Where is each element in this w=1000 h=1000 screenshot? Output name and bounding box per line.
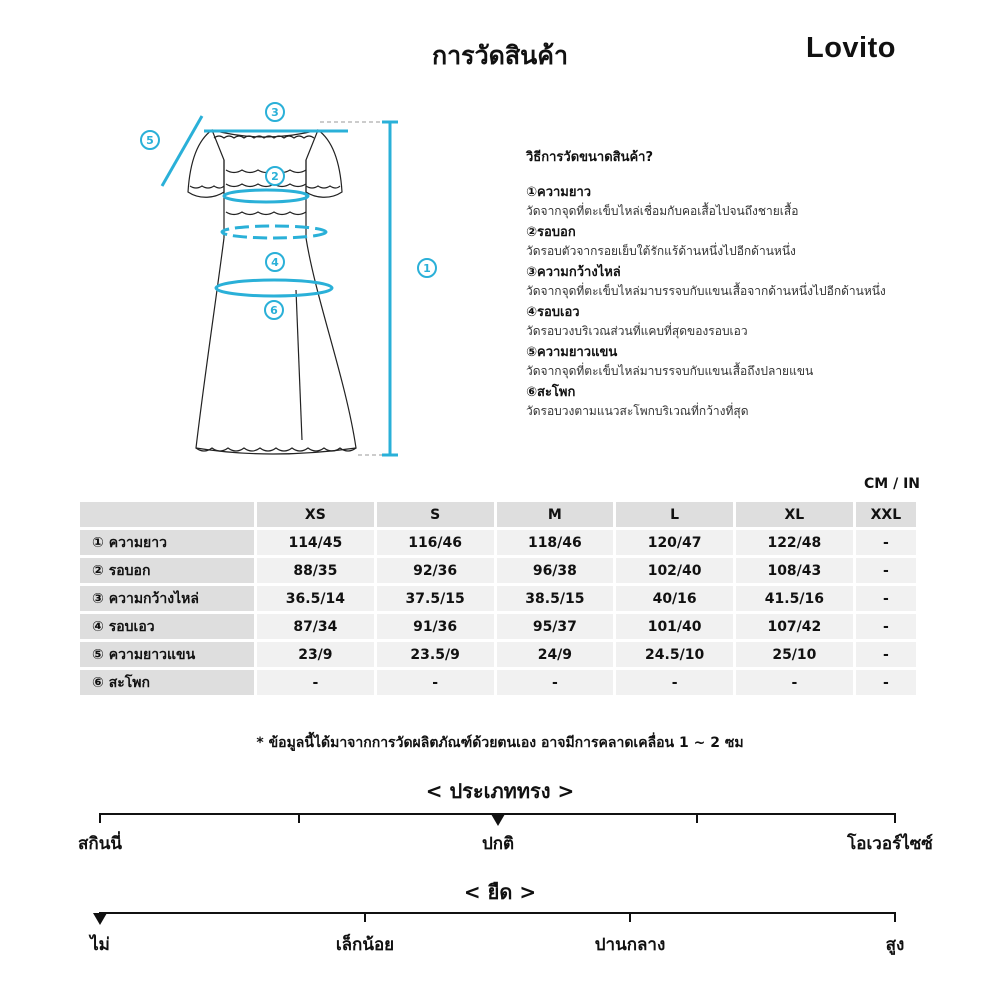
- guide-item-desc: วัดรอบตัวจากรอยเย็บใต้รักแร้ด้านหนึ่งไปอีกด้านหนึ่ง: [526, 244, 796, 258]
- table-cell: 95/37: [497, 614, 614, 639]
- table-row: [80, 586, 916, 611]
- measurement-lines: [162, 116, 398, 455]
- fit-scale-tick: [696, 813, 698, 823]
- fit-scale-label: โอเวอร์ไซซ์: [847, 834, 933, 854]
- table-corner-cell: [80, 502, 254, 527]
- fit-scale-tick: [99, 813, 101, 823]
- row-label: ③ ความกว้างไหล่: [80, 586, 254, 611]
- guide-question: วิธีการวัดขนาดสินค้า?: [526, 150, 654, 165]
- table-cell: 92/36: [377, 558, 494, 583]
- stretch-scale-label: ปานกลาง: [594, 935, 666, 955]
- row-label: ④ รอบเอว: [80, 614, 254, 639]
- size-header: XXL: [856, 502, 916, 527]
- guide-item: [526, 224, 946, 260]
- stretch-scale-line: [99, 912, 896, 914]
- bust-ellipse: [224, 190, 308, 202]
- table-cell: 88/35: [257, 558, 374, 583]
- table-cell: 24.5/10: [616, 642, 733, 667]
- guide-item-desc: วัดจากจุดที่ตะเข็บไหล่เชื่อมกับคอเสื้อไปจนถึงชายเสื้อ: [526, 204, 799, 218]
- table-cell: -: [856, 586, 916, 611]
- brand-logo: Lovito: [806, 32, 896, 64]
- stretch-scale-label: ไม่: [90, 935, 110, 955]
- guide-item: [526, 184, 946, 220]
- fit-scale-marker: [491, 814, 505, 826]
- row-label: ⑥ สะโพก: [80, 670, 254, 695]
- size-header: M: [497, 502, 614, 527]
- size-header: XS: [257, 502, 374, 527]
- table-cell: -: [856, 558, 916, 583]
- table-cell: -: [377, 670, 494, 695]
- table-cell: -: [856, 614, 916, 639]
- table-row: [80, 558, 916, 583]
- table-row: [80, 642, 916, 667]
- stretch-scale-tick: [629, 912, 631, 922]
- marker-label-4: 4: [271, 256, 279, 269]
- table-cell: 118/46: [497, 530, 614, 555]
- stretch-scale-title: < ยืด >: [463, 880, 537, 904]
- table-cell: -: [856, 670, 916, 695]
- guide-item-title: ③ความกว้างไหล่: [526, 265, 621, 280]
- table-cell: 87/34: [257, 614, 374, 639]
- marker-label-3: 3: [271, 106, 279, 119]
- guide-item-title: ⑥สะโพก: [526, 385, 576, 400]
- guide-item-title: ④รอบเอว: [526, 305, 580, 320]
- table-cell: 24/9: [497, 642, 614, 667]
- table-cell: 37.5/15: [377, 586, 494, 611]
- table-cell: 114/45: [257, 530, 374, 555]
- page-title: การวัดสินค้า: [432, 41, 568, 70]
- table-row: [80, 670, 916, 695]
- table-cell: -: [856, 642, 916, 667]
- table-cell: 23.5/9: [377, 642, 494, 667]
- table-row: [80, 530, 916, 555]
- fit-scale-tick: [894, 813, 896, 823]
- guide-item-desc: วัดจากจุดที่ตะเข็บไหล่มาบรรจบกับแขนเสื้อจากด้านหนึ่งไปอีกด้านหนึ่ง: [526, 284, 886, 298]
- table-cell: 96/38: [497, 558, 614, 583]
- table-header-row: [80, 502, 916, 527]
- measurement-note: * ข้อมูลนี้ได้มาจากการวัดผลิตภัณฑ์ด้วยตนเอง อาจมีการคลาดเคลื่อน 1 ~ 2 ซม: [256, 735, 744, 751]
- marker-label-5: 5: [146, 134, 154, 147]
- marker-label-2: 2: [271, 170, 279, 183]
- table-cell: -: [856, 530, 916, 555]
- table-cell: 25/10: [736, 642, 853, 667]
- guide-item: [526, 304, 946, 340]
- table-cell: 102/40: [616, 558, 733, 583]
- table-cell: -: [616, 670, 733, 695]
- row-label: ② รอบอก: [80, 558, 254, 583]
- table-cell: 40/16: [616, 586, 733, 611]
- guide-item-title: ⑤ความยาวแขน: [526, 345, 618, 360]
- marker-label-6: 6: [270, 304, 278, 317]
- hip-ellipse: [216, 280, 332, 296]
- guide-item-desc: วัดจากจุดที่ตะเข็บไหล่มาบรรจบกับแขนเสื้อถึงปลายแขน: [526, 364, 814, 378]
- table-cell: 36.5/14: [257, 586, 374, 611]
- fit-scale-tick: [298, 813, 300, 823]
- table-cell: 107/42: [736, 614, 853, 639]
- stretch-scale-label: สูง: [885, 935, 905, 955]
- row-label: ⑤ ความยาวแขน: [80, 642, 254, 667]
- guide-item: [526, 344, 946, 380]
- table-cell: -: [736, 670, 853, 695]
- table-cell: 116/46: [377, 530, 494, 555]
- table-cell: 41.5/16: [736, 586, 853, 611]
- waist-ellipse: [222, 226, 326, 238]
- table-cell: 108/43: [736, 558, 853, 583]
- stretch-scale-label: เล็กน้อย: [335, 935, 395, 955]
- fit-scale-title: < ประเภททรง >: [425, 779, 575, 803]
- guide-item-title: ①ความยาว: [526, 185, 592, 200]
- size-header: L: [616, 502, 733, 527]
- table-cell: 101/40: [616, 614, 733, 639]
- row-label: ① ความยาว: [80, 530, 254, 555]
- dress-measurement-diagram: [120, 100, 460, 470]
- guide-item-desc: วัดรอบวงตามแนวสะโพกบริเวณที่กว้างที่สุด: [526, 404, 749, 418]
- table-cell: -: [257, 670, 374, 695]
- guide-item-title: ②รอบอก: [526, 225, 576, 240]
- guide-item-desc: วัดรอบวงบริเวณส่วนที่แคบที่สุดของรอบเอว: [526, 324, 748, 338]
- fit-scale-label: สกินนี่: [78, 834, 122, 854]
- stretch-scale-tick: [894, 912, 896, 922]
- guide-item: [526, 264, 946, 300]
- table-cell: 38.5/15: [497, 586, 614, 611]
- table-cell: 23/9: [257, 642, 374, 667]
- size-header: XL: [736, 502, 853, 527]
- table-cell: -: [497, 670, 614, 695]
- table-cell: 120/47: [616, 530, 733, 555]
- unit-label: CM / IN: [864, 476, 920, 492]
- table-row: [80, 614, 916, 639]
- fit-scale-label: ปกติ: [481, 834, 515, 854]
- table-cell: 122/48: [736, 530, 853, 555]
- stretch-scale-tick: [364, 912, 366, 922]
- guide-item: [526, 384, 946, 420]
- stretch-scale-marker: [93, 913, 107, 925]
- marker-label-1: 1: [423, 262, 431, 275]
- size-header: S: [377, 502, 494, 527]
- measurement-guide: [526, 146, 946, 424]
- table-cell: 91/36: [377, 614, 494, 639]
- size-table: [77, 499, 919, 698]
